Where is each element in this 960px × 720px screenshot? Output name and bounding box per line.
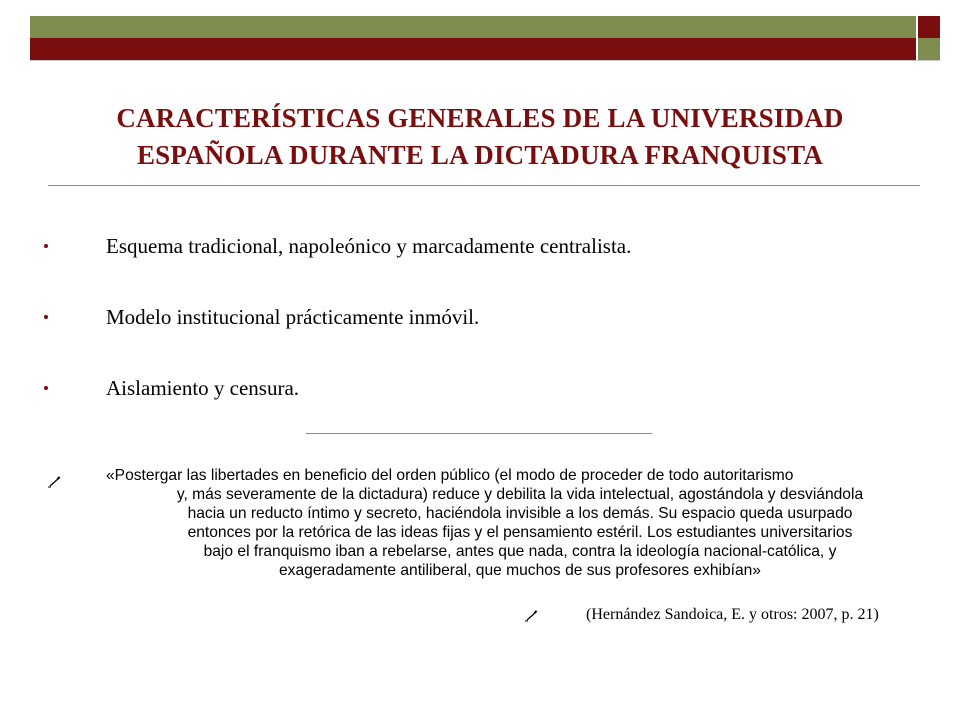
pencil-icon [47,476,63,488]
slide-title-line-2: ESPAÑOLA DURANTE LA DICTADURA FRANQUISTA [136,140,824,170]
bullet-item [44,370,924,406]
bullet-text: Aislamiento y censura. [106,376,300,400]
quote-line: entonces por la retórica de las ideas fijas y el pensamiento estéril. Los estudiantes universitarios [187,524,853,541]
bullet-text: Modelo institucional prácticamente inmóvil. [106,305,480,329]
bullet-list [44,228,924,441]
bullet-dot-icon [44,244,48,248]
bullet-text: Esquema tradicional, napoleónico y marcadamente centralista. [106,234,632,258]
header-square-maroon [918,16,940,38]
title-underline [48,185,920,186]
quote-line: hacia un reducto íntimo y secreto, haciéndola invisible a los demás. Su espacio queda usurpado [187,505,853,522]
header-band-olive [30,16,916,38]
section-divider [306,433,652,434]
header-band-maroon [30,38,916,60]
bullet-dot-icon [44,315,48,319]
quote-line: y, más severamente de la dictadura) reduce y debilita la vida intelectual, agostándola y desviándola [176,486,864,503]
slide-title [40,100,920,174]
quote-block [96,466,944,580]
citation: (Hernández Sandoica, E. y otros: 2007, p. 21) [586,606,879,623]
slide-title-line-1: CARACTERÍSTICAS GENERALES DE LA UNIVERSIDAD [116,103,844,133]
header-divider [30,60,940,61]
bullet-item [44,228,924,264]
bullet-dot-icon [44,386,48,390]
pencil-icon [524,610,540,622]
header-square-olive [918,38,940,60]
bullet-item [44,299,924,335]
quote-line: «Postergar las libertades en beneficio del orden público (el modo de proceder de todo autoritarismo [106,467,794,484]
quote-line: exageradamente antiliberal, que muchos de sus profesores exhibían» [279,562,761,579]
quote-line: bajo el franquismo iban a rebelarse, antes que nada, contra la ideología nacional-católica, y [203,543,837,560]
